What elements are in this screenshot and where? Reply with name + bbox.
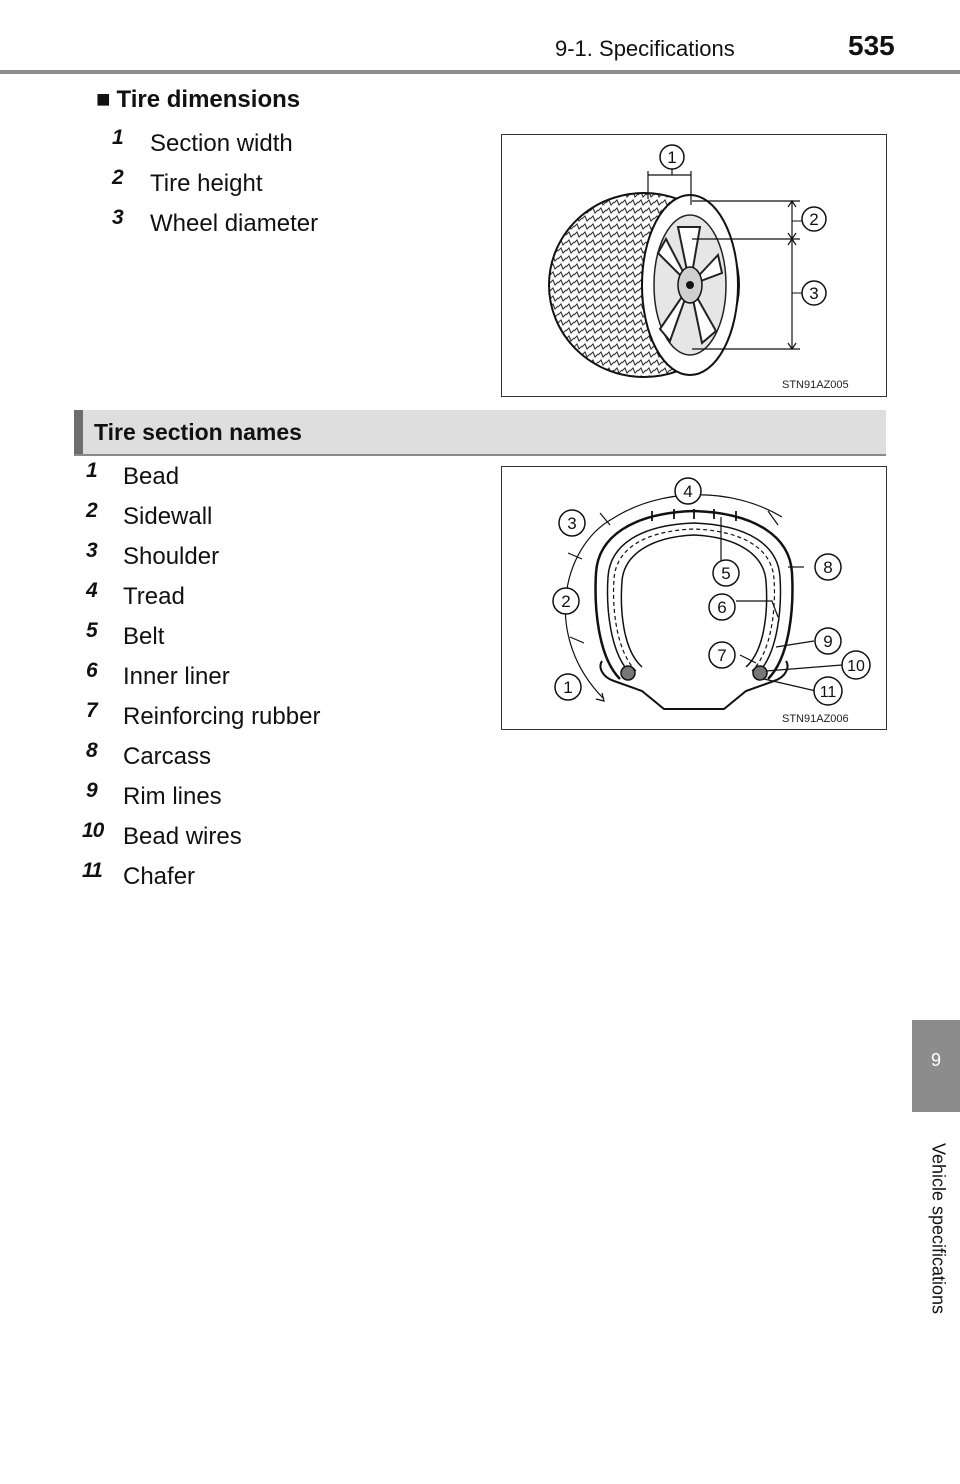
section-title: 9-1. Specifications <box>555 36 735 61</box>
list-number: 1 <box>86 459 97 482</box>
list-number: 7 <box>86 699 97 722</box>
list-number: 9 <box>86 779 97 802</box>
list-number: 3 <box>112 206 123 229</box>
callout-label: 5 <box>721 564 731 583</box>
tire-section-figure <box>501 466 887 730</box>
list-item: Rim lines <box>123 783 222 810</box>
list-item: Tread <box>123 583 185 610</box>
list-item: Tire height <box>150 170 263 197</box>
callout-label: 7 <box>717 646 727 665</box>
callout-label: 6 <box>717 598 727 617</box>
callout-label: 10 <box>847 658 865 675</box>
page-header <box>0 0 960 76</box>
chapter-number: 9 <box>930 1050 941 1070</box>
callout-label: 2 <box>809 210 819 229</box>
page-number: 535 <box>848 30 895 61</box>
figure-code: STN91AZ005 <box>782 379 849 391</box>
list-item: Section width <box>150 130 293 157</box>
figure-code: STN91AZ006 <box>782 713 849 725</box>
list-number: 6 <box>86 659 97 682</box>
callout-label: 1 <box>563 678 573 697</box>
list-number: 10 <box>82 819 104 842</box>
callout-label: 4 <box>683 482 693 501</box>
list-item: Bead wires <box>123 823 242 850</box>
chapter-label-text: Vehicle specifications <box>928 1142 949 1315</box>
list-item: Bead <box>123 463 180 490</box>
chapter-tab <box>912 1020 960 1112</box>
callout-label: 9 <box>823 632 833 651</box>
tire-illustration <box>502 135 886 396</box>
list-number: 8 <box>86 739 97 762</box>
callout-label: 1 <box>667 148 677 167</box>
tire-dimensions-heading <box>96 86 300 114</box>
list-item: Wheel diameter <box>150 210 319 237</box>
list-item: Sidewall <box>123 503 213 530</box>
list-number: 3 <box>86 539 97 562</box>
list-item: Shoulder <box>123 543 220 570</box>
list-item: Inner liner <box>123 663 230 690</box>
section-heading-bar <box>74 410 886 456</box>
tire-dimensions-figure <box>501 134 887 397</box>
list-number: 4 <box>86 579 97 602</box>
list-item: Chafer <box>123 863 196 890</box>
callout-label: 3 <box>809 284 819 303</box>
square-bullet-icon: ■ <box>96 86 111 113</box>
chapter-label <box>918 1122 954 1342</box>
header-rule <box>0 70 960 74</box>
list-item: Carcass <box>123 743 212 770</box>
section-accent <box>74 410 83 454</box>
list-number: 2 <box>86 499 97 522</box>
list-item: Reinforcing rubber <box>123 703 321 730</box>
list-item: Belt <box>123 623 165 650</box>
list-number: 2 <box>112 166 123 189</box>
callout-label: 11 <box>819 684 837 701</box>
tire-cross-section-illustration <box>502 467 886 729</box>
callout-label: 8 <box>823 558 833 577</box>
tire-dimensions-heading-text: Tire dimensions <box>116 86 301 113</box>
callout-label: 3 <box>567 514 577 533</box>
callout-label: 2 <box>561 592 571 611</box>
list-number: 1 <box>112 126 123 149</box>
section-title-text: Tire section names <box>94 419 302 445</box>
list-number: 5 <box>86 619 97 642</box>
list-number: 11 <box>82 859 102 882</box>
